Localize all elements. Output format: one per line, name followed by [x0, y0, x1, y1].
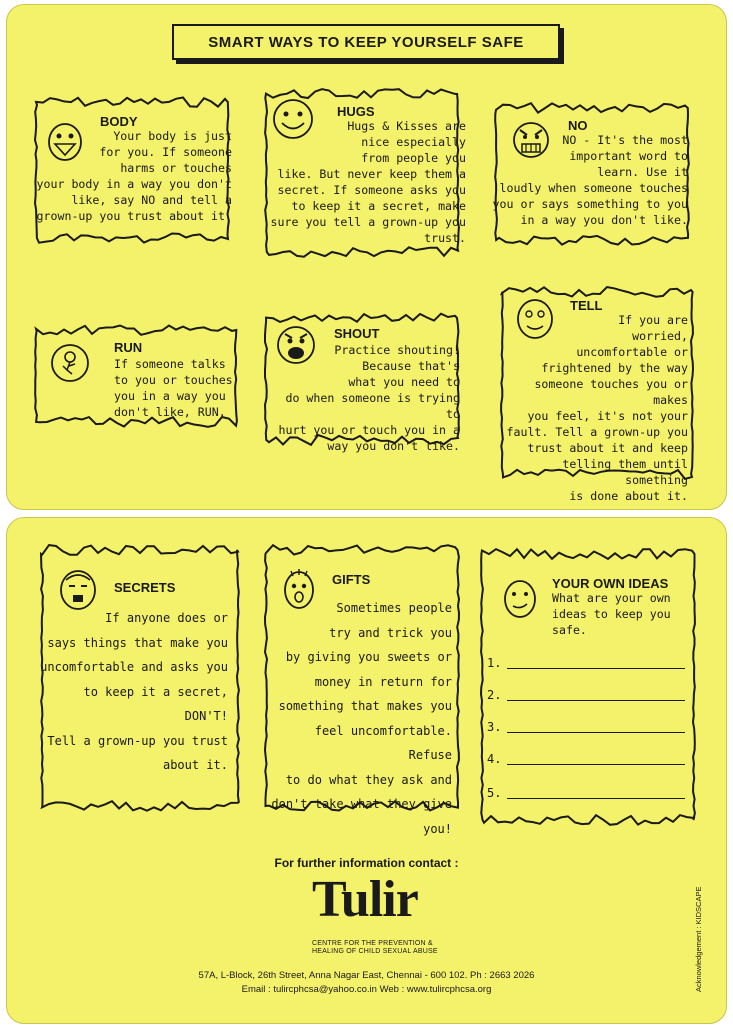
- panel-heading: BODY: [100, 114, 138, 129]
- panel-run: [32, 320, 240, 426]
- idea-line-field[interactable]: [507, 668, 685, 669]
- panel-body: [32, 92, 232, 242]
- thinking-face-icon: [502, 578, 538, 620]
- idea-line-field[interactable]: [507, 764, 685, 765]
- panel-your-own-ideas: [478, 544, 698, 824]
- panel-heading: NO: [568, 118, 588, 133]
- panel-heading: GIFTS: [332, 572, 371, 587]
- panel-hugs: [262, 84, 466, 256]
- panel-text: NO - It's the most important word to learn. Use it loudly when someone touches you or says something to you in a way you don't like.: [492, 133, 688, 227]
- page-title: SMART WAYS TO KEEP YOURSELF SAFE: [172, 24, 560, 60]
- email-web: Email : tulircphcsa@yahoo.co.in Web : www.tulircphcsa.org: [241, 984, 492, 995]
- panel-heading: HUGS: [337, 104, 375, 119]
- panel-text: Your body is just for you. If someone harms or touches your body in a way you don't like, say NO and tell a grown-up you trust about it.: [36, 129, 232, 223]
- idea-line-field[interactable]: [507, 700, 685, 701]
- panel-text: Sometimes people try and trick you by giving you sweets or money in return for something that makes you feel uncomfortable. Refuse to do what they ask and don't take what they give you!: [271, 601, 452, 836]
- panel-text: Practice shouting! Because that's what you need to do when someone is trying to hurt you or touch you in a way you don't like.: [278, 343, 460, 453]
- panel-heading: SHOUT: [334, 326, 380, 341]
- panel-heading: TELL: [570, 298, 603, 313]
- address: 57A, L-Block, 26th Street, Anna Nagar East, Chennai - 600 102. Ph : 2663 2026: [198, 970, 535, 981]
- contact-heading: For further information contact :: [274, 856, 459, 870]
- panel-gifts: [262, 540, 462, 836]
- panel-text: If someone talks to you or touches you in a way you don't like, RUN.: [114, 357, 233, 419]
- idea-line-number: 3.: [487, 720, 502, 734]
- running-face-icon: [50, 342, 90, 384]
- acknowledgement: Acknowledgement : KIDSCAPE: [694, 886, 703, 992]
- idea-line-field[interactable]: [507, 732, 685, 733]
- panel-text: What are your own ideas to keep you safe.: [552, 591, 671, 637]
- idea-line-field[interactable]: [507, 798, 685, 799]
- panel-no: [492, 98, 692, 244]
- idea-line-number: 2.: [487, 688, 502, 702]
- panel-heading: RUN: [114, 340, 143, 355]
- idea-line-number: 4.: [487, 752, 502, 766]
- panel-secrets: [38, 540, 242, 810]
- panel-tell: [498, 282, 696, 503]
- idea-line-number: 1.: [487, 656, 502, 670]
- idea-line-number: 5.: [487, 786, 502, 800]
- panel-text: Hugs & Kisses are nice especially from people you like. But never keep them a secret. If someone asks you to keep it a secret, make sure you tell a grown-up you trust.: [270, 119, 466, 245]
- panel-text: If you are worried, uncomfortable or frightened by the way someone touches you or makes you feel, it's not your fault. Tell a grown-up you trust about it and keep telling them until something is done about it.: [506, 313, 688, 503]
- panel-heading: SECRETS: [114, 580, 176, 595]
- panel-heading: YOUR OWN IDEAS: [552, 576, 669, 591]
- logo-subtitle: CENTRE FOR THE PREVENTION & HEALING OF CHILD SEXUAL ABUSE: [312, 940, 438, 955]
- panel-text: If anyone does or says things that make you uncomfortable and asks you to keep it a secret, DON'T! Tell a grown-up you trust about it.: [40, 611, 228, 772]
- panel-shout: [262, 308, 462, 453]
- tulir-logo: Tulir: [312, 871, 418, 928]
